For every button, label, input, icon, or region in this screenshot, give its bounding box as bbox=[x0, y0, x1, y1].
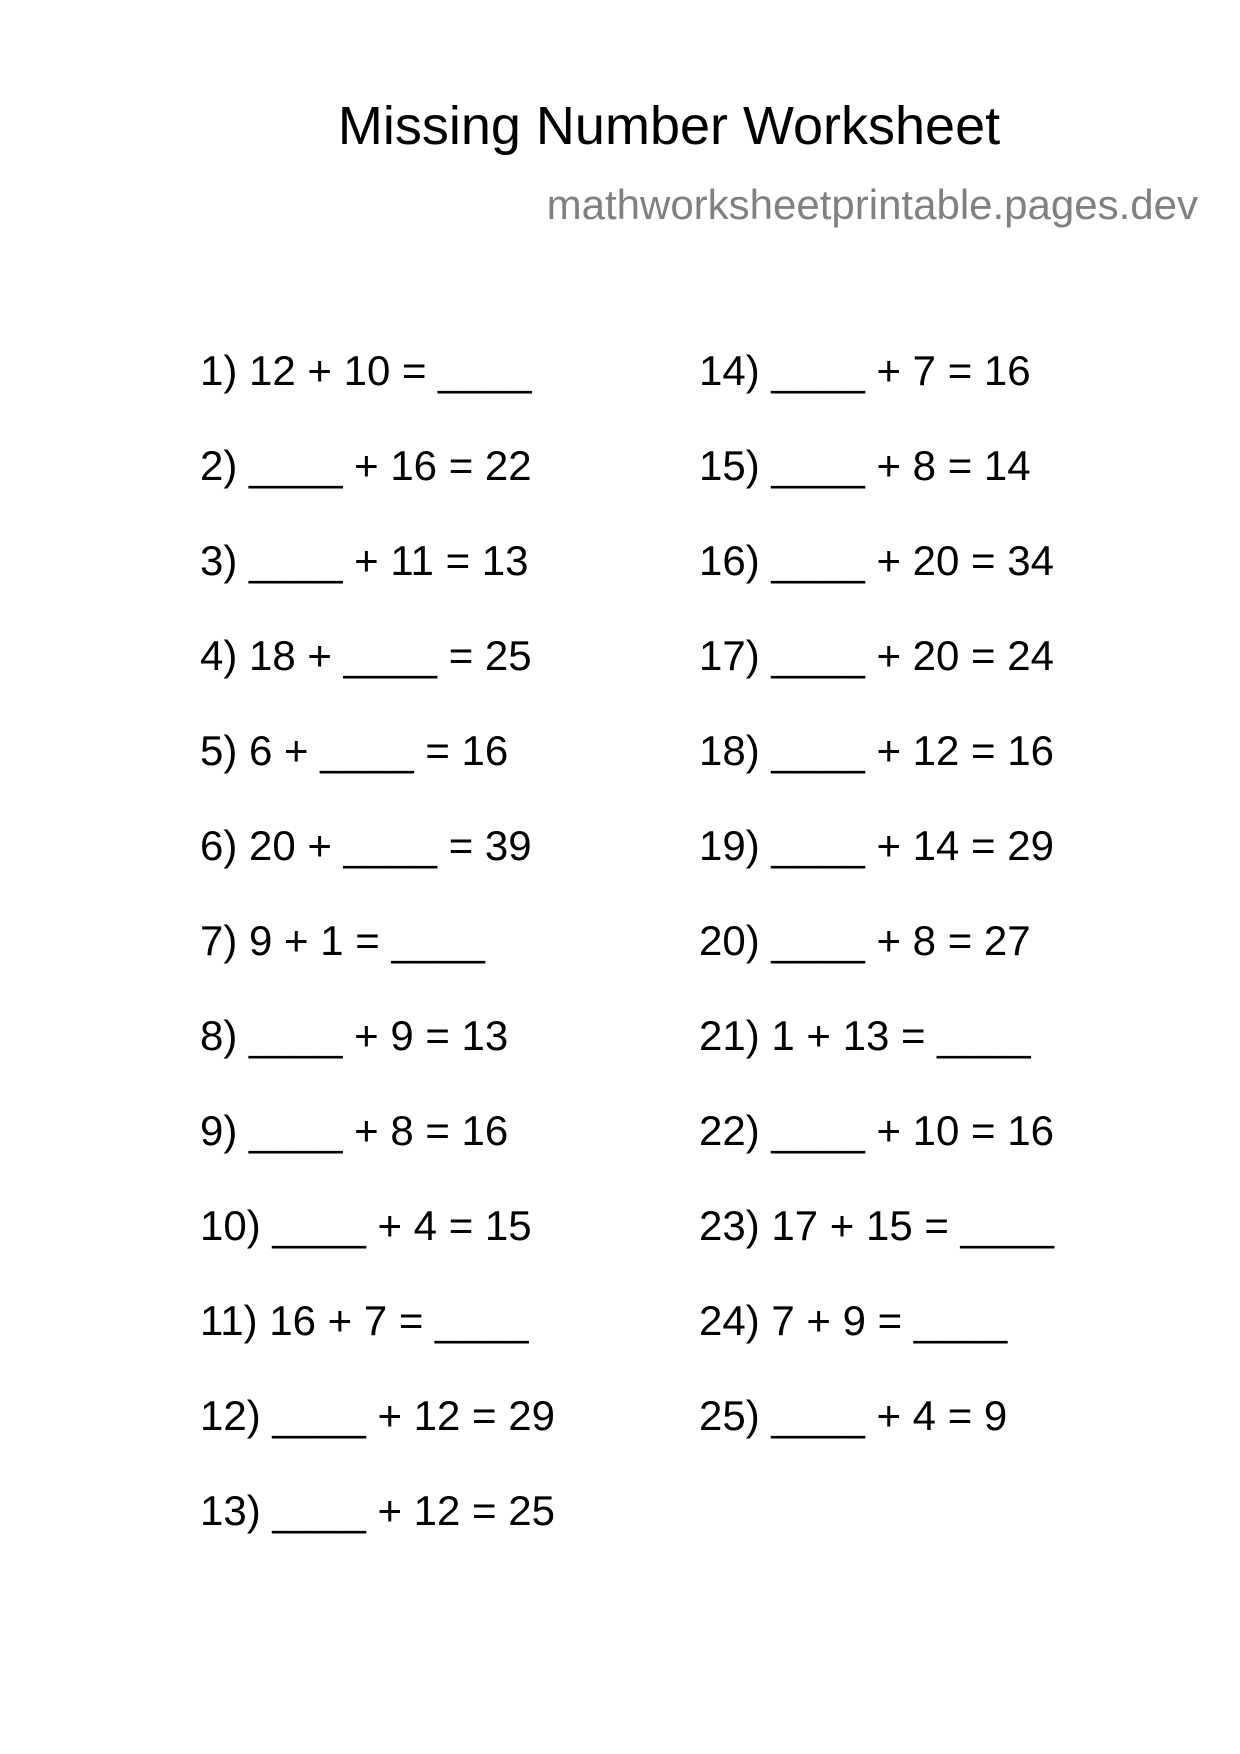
problem-item: 21) 1 + 13 = ____ bbox=[699, 1012, 1031, 1059]
problem-item: 13) ____ + 12 = 25 bbox=[200, 1487, 555, 1534]
problem-item: 3) ____ + 11 = 13 bbox=[200, 537, 529, 584]
problem-item: 15) ____ + 8 = 14 bbox=[699, 442, 1031, 489]
problem-item: 5) 6 + ____ = 16 bbox=[200, 727, 509, 774]
problem-item: 12) ____ + 12 = 29 bbox=[200, 1392, 555, 1439]
problem-list-left bbox=[200, 346, 555, 1581]
problem-item: 25) ____ + 4 = 9 bbox=[699, 1392, 1008, 1439]
problem-item: 16) ____ + 20 = 34 bbox=[699, 537, 1054, 584]
problem-item: 6) 20 + ____ = 39 bbox=[200, 822, 532, 869]
problem-item: 20) ____ + 8 = 27 bbox=[699, 917, 1031, 964]
problem-item: 9) ____ + 8 = 16 bbox=[200, 1107, 509, 1154]
problem-item: 1) 12 + 10 = ____ bbox=[200, 347, 532, 394]
worksheet-title: Missing Number Worksheet bbox=[337, 96, 1001, 156]
problem-item: 17) ____ + 20 = 24 bbox=[699, 632, 1054, 679]
problem-item: 19) ____ + 14 = 29 bbox=[699, 822, 1054, 869]
problem-item: 23) 17 + 15 = ____ bbox=[699, 1202, 1054, 1249]
website-url: mathworksheetprintable.pages.dev bbox=[546, 181, 1198, 228]
problem-item: 11) 16 + 7 = ____ bbox=[200, 1297, 529, 1344]
problem-item: 7) 9 + 1 = ____ bbox=[200, 917, 485, 964]
problem-item: 14) ____ + 7 = 16 bbox=[699, 347, 1031, 394]
problem-item: 2) ____ + 16 = 22 bbox=[200, 442, 532, 489]
problem-item: 24) 7 + 9 = ____ bbox=[699, 1297, 1008, 1344]
problem-item: 18) ____ + 12 = 16 bbox=[699, 727, 1054, 774]
problem-list-right bbox=[699, 346, 1054, 1486]
problem-item: 10) ____ + 4 = 15 bbox=[200, 1202, 532, 1249]
problem-item: 22) ____ + 10 = 16 bbox=[699, 1107, 1054, 1154]
problem-item: 4) 18 + ____ = 25 bbox=[200, 632, 532, 679]
problem-item: 8) ____ + 9 = 13 bbox=[200, 1012, 509, 1059]
